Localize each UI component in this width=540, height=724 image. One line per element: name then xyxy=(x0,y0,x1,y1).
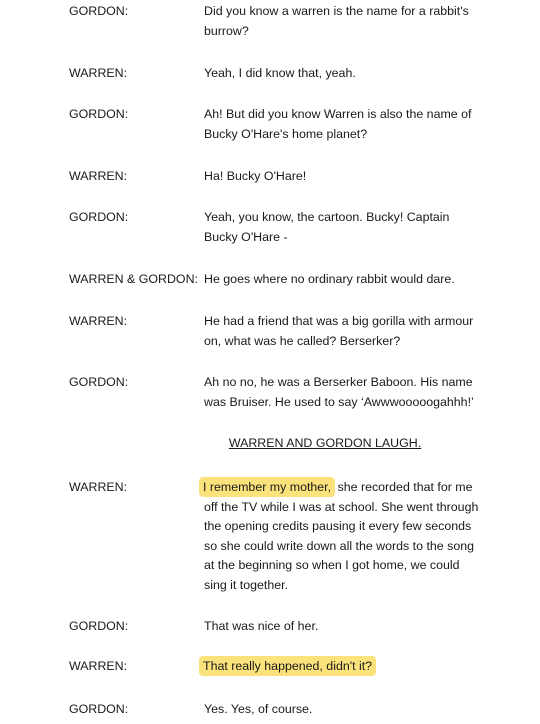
dialogue-line: Yeah, I did know that, yeah. xyxy=(204,66,356,80)
speaker-name: WARREN: xyxy=(69,314,128,328)
dialogue-text xyxy=(204,617,459,637)
dialogue-line-rest: she recorded that for me xyxy=(334,480,473,494)
dialogue-line: so she could write down all the words to the song xyxy=(204,538,474,553)
stage-direction-text: WARREN AND GORDON LAUGH. xyxy=(228,436,422,450)
dialogue-line: the opening credits pausing it every few seconds xyxy=(204,519,472,533)
dialogue-line: burrow? xyxy=(204,23,249,38)
dialogue-line: Yeah, you know, the cartoon. Bucky! Captain xyxy=(204,210,450,224)
dialogue-line: Did you know a warren is the name for a rabbit's xyxy=(204,4,469,18)
dialogue-text xyxy=(204,657,459,677)
speaker-name: WARREN: xyxy=(69,169,128,183)
dialogue-line: Ah no no, he was a Berserker Baboon. His name xyxy=(204,375,473,389)
dialogue-line: Yes. Yes, of course. xyxy=(204,702,313,716)
dialogue-text xyxy=(204,64,459,84)
dialogue-line: sing it together. xyxy=(204,577,289,592)
dialogue-line: Ah! But did you know Warren is also the name of xyxy=(204,107,472,121)
dialogue-line xyxy=(204,657,459,677)
speaker-name: GORDON: xyxy=(69,107,129,121)
speaker-name: WARREN: xyxy=(69,659,128,673)
dialogue-line: That was nice of her. xyxy=(204,619,319,633)
dialogue-text xyxy=(203,478,479,595)
speaker-name: GORDON: xyxy=(69,375,129,389)
dialogue-line: Bucky O'Hare's home planet? xyxy=(204,126,368,141)
speaker-name: WARREN: xyxy=(69,480,128,494)
dialogue-line xyxy=(203,478,473,498)
speaker-name: GORDON: xyxy=(69,702,129,716)
highlighted-text: That really happened, didn't it? xyxy=(200,657,375,675)
speaker-name: GORDON: xyxy=(69,619,129,633)
dialogue-text xyxy=(204,2,469,41)
dialogue-line: Bucky O'Hare - xyxy=(204,229,288,244)
dialogue-text xyxy=(204,373,474,412)
dialogue-line: on, what was he called? Berserker? xyxy=(204,333,401,348)
dialogue-text xyxy=(204,105,472,144)
dialogue-line: Ha! Bucky O'Hare! xyxy=(204,169,307,183)
stage-direction xyxy=(0,434,540,454)
dialogue-text xyxy=(204,270,459,290)
dialogue-text xyxy=(204,167,459,187)
dialogue-text xyxy=(204,700,459,720)
dialogue-text xyxy=(204,208,459,247)
dialogue-line: He had a friend that was a big gorilla with armour xyxy=(204,314,474,328)
dialogue-line: was Bruiser. He used to say ‘Awwwooooogahhh!’ xyxy=(204,394,474,409)
dialogue-line: He goes where no ordinary rabbit would dare. xyxy=(204,272,455,286)
speaker-name: GORDON: xyxy=(69,4,129,18)
dialogue-text xyxy=(204,312,474,351)
speaker-name: GORDON: xyxy=(69,210,129,224)
dialogue-line: at the beginning so when I got home, we could xyxy=(204,558,460,572)
dialogue-line: off the TV while I was at school. She went through xyxy=(204,499,479,514)
speaker-name: WARREN & GORDON: xyxy=(69,272,198,286)
highlighted-text: I remember my mother, xyxy=(200,478,334,496)
speaker-name: WARREN: xyxy=(69,66,128,80)
